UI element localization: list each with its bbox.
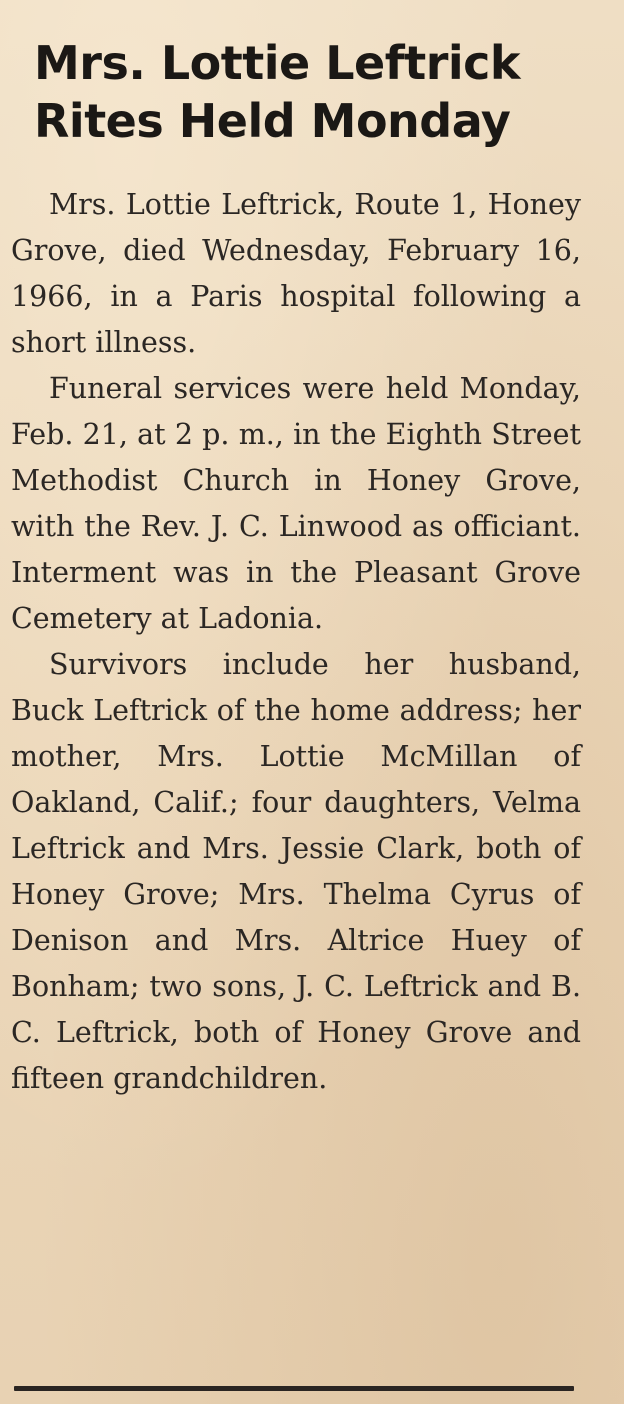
headline-line-2: Rites Held Monday [34, 94, 511, 148]
paragraph-survivors: Survivors include her husband, Buck Leftrick of the home address; her mother, Mrs. Lottie McMillan of Oakland, Calif.; four daughters, Velma Leftrick and Mrs. Jessie Clark, both of Honey Grove; Mrs. Thelma Cyrus of Denison and Mrs. Altrice Huey of Bonham; two sons, J. C. Leftrick and B. C. Leftrick, both of Honey Grove and fifteen grandchildren. [11, 648, 581, 1095]
headline-line-1: Mrs. Lottie Leftrick [34, 36, 521, 90]
paragraph-funeral-services: Funeral services were held Monday, Feb. 21, at 2 p. m., in the Eighth Street Methodist Church in Honey Grove, with the Rev. J. C. Linwood as officiant. Interment was in the Pleasant Grove Cemetery at Ladonia. [11, 372, 581, 635]
bottom-rule [14, 1386, 574, 1391]
headline [34, 34, 594, 150]
paragraph-death-notice: Mrs. Lottie Leftrick, Route 1, Honey Grove, died Wednesday, February 16, 1966, in a Paris hospital following a short illness. [11, 188, 581, 359]
article-body [11, 182, 581, 1102]
